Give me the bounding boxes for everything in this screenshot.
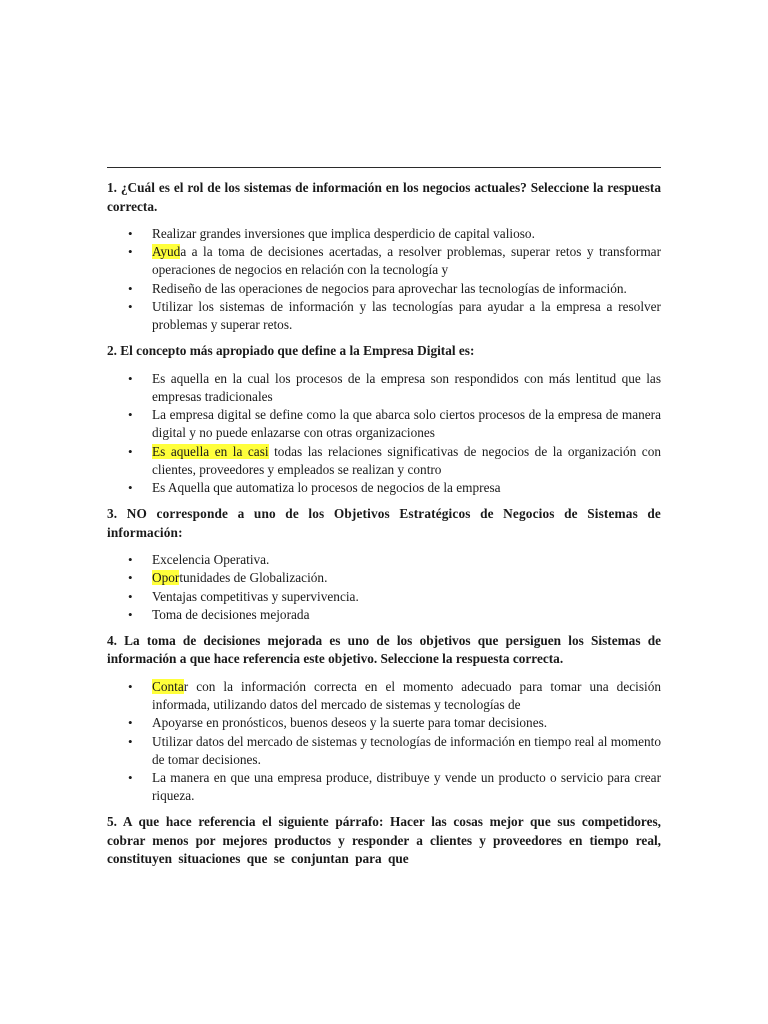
document-content <box>107 179 661 869</box>
question-3-title: 3. NO corresponde a uno de los Objetivos Estratégicos de Negocios de Sistemas de información: <box>107 506 661 540</box>
option-text: La manera en que una empresa produce, distribuye y vende un producto o servicio para crear riqueza. <box>152 769 661 804</box>
bullet-icon: • <box>128 715 133 731</box>
bullet-icon: • <box>128 588 133 604</box>
question-2-option-1 <box>107 370 661 406</box>
question-1-title: 1. ¿Cuál es el rol de los sistemas de información en los negocios actuales? Seleccione la respuesta correcta. <box>107 180 661 214</box>
question-3-option-4 <box>107 606 661 624</box>
bullet-icon: • <box>128 298 133 314</box>
question-3-option-1 <box>107 551 661 569</box>
bullet-icon: • <box>128 226 133 241</box>
bullet-icon: • <box>128 244 133 260</box>
question-1-option-2 <box>107 243 661 279</box>
bullet-icon: • <box>128 733 133 749</box>
question-5-title: 5. A que hace referencia el siguiente párrafo: Hacer las cosas mejor que sus competidores, cobrar menos por mejores productos y responder a clientes y proveedores en tiempo real, constituyen situaciones que se conjuntan para que <box>107 814 661 867</box>
option-text: tunidades de Globalización. <box>179 570 328 586</box>
option-text: Utilizar datos del mercado de sistemas y tecnologías de información en tiempo real al momento de tomar decisiones. <box>152 733 661 767</box>
option-text: Es aquella en la cual los procesos de la empresa son respondidos con más lentitud que las empresas tradicionales <box>152 370 661 404</box>
option-text: Es Aquella que automatiza lo procesos de negocios de la empresa <box>152 479 501 495</box>
question-2-options <box>107 370 661 497</box>
question-4-option-1 <box>107 678 661 714</box>
bullet-icon: • <box>128 552 133 568</box>
option-text: Utilizar los sistemas de información y las tecnologías para ayudar a la empresa a resolver problemas y superar retos. <box>152 298 661 333</box>
question-2-option-3 <box>107 443 661 479</box>
option-text: Rediseño de las operaciones de negocios para aprovechar las tecnologías de información. <box>152 280 627 296</box>
question-4-option-4 <box>107 769 661 805</box>
highlighted-text: Es aquella en la casi <box>152 443 269 459</box>
option-text: Apoyarse en pronósticos, buenos deseos y la suerte para tomar decisiones. <box>152 715 548 731</box>
option-text: a a la toma de decisiones acertadas, a resolver problemas, superar retos y transformar operaciones de negocios en relación con la tecnología y <box>152 244 661 278</box>
question-1-option-3 <box>107 280 661 298</box>
question-4-options <box>107 678 661 805</box>
question-4-option-2 <box>107 714 661 732</box>
question-1-option-1 <box>107 225 661 243</box>
highlighted-text: Ayud <box>152 244 181 260</box>
bullet-icon: • <box>128 678 133 694</box>
question-4-option-3 <box>107 733 661 769</box>
option-text: Realizar grandes inversiones que implica desperdicio de capital valioso. <box>152 226 535 241</box>
option-text: todas las relaciones significativas de negocios de la organización con clientes, proveedores y empleados se realizan y contro <box>152 443 661 477</box>
question-4-title: 4. La toma de decisiones mejorada es uno de los objetivos que persiguen los Sistemas de información a que hace referencia este objetivo. Seleccione la respuesta correcta. <box>107 632 661 667</box>
highlighted-text: Conta <box>152 678 184 694</box>
header-rule <box>107 167 661 168</box>
option-text: Excelencia Operativa. <box>152 552 270 568</box>
bullet-icon: • <box>128 370 133 386</box>
question-2-title: 2. El concepto más apropiado que define a la Empresa Digital es: <box>107 343 475 359</box>
question-1-option-4 <box>107 298 661 334</box>
bullet-icon: • <box>128 570 133 586</box>
question-3-option-2 <box>107 569 661 587</box>
question-1-options <box>107 225 661 334</box>
bullet-icon: • <box>128 479 133 495</box>
bullet-icon: • <box>128 606 133 622</box>
highlighted-text: Opor <box>152 570 180 586</box>
option-text: La empresa digital se define como la que abarca solo ciertos procesos de la empresa de manera digital y no puede enlazarse con otras organizaciones <box>152 407 661 441</box>
question-3-options <box>107 551 661 624</box>
bullet-icon: • <box>128 280 133 296</box>
question-2-option-2 <box>107 406 661 442</box>
document-page <box>107 0 661 1024</box>
question-2-option-4 <box>107 479 661 497</box>
bullet-icon: • <box>128 407 133 423</box>
bullet-icon: • <box>128 769 133 785</box>
option-text: Ventajas competitivas y supervivencia. <box>152 588 359 604</box>
question-3-option-3 <box>107 588 661 606</box>
bullet-icon: • <box>128 443 133 459</box>
option-text: r con la información correcta en el momento adecuado para tomar una decisión informada, utilizando datos del mercado de sistemas y tecnologías de <box>152 678 661 713</box>
option-text: Toma de decisiones mejorada <box>152 606 310 622</box>
